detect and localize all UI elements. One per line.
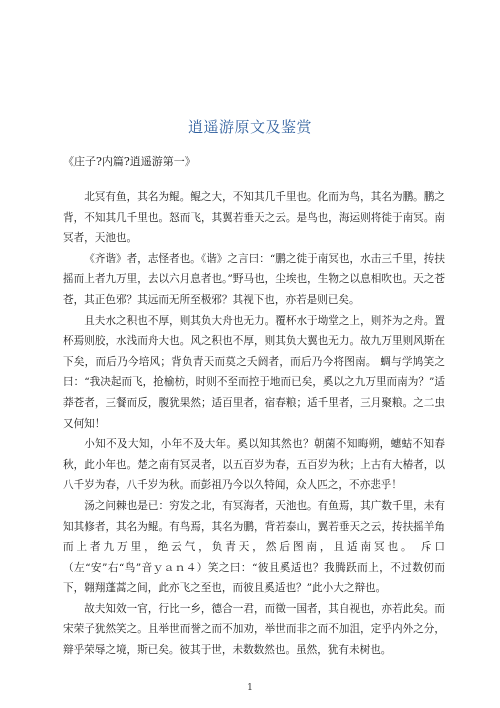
paragraph-6: 故夫知效一官，行比一乡，德合一君，而徵一国者，其自视也，亦若此矣。而宋荣子犹然笑之。且举世而誉之而不加劝，举世而非之而不加沮，定乎内外之分，辩乎荣辱之境，斯已矣。彼其于世，未数数然也。虽然，犹有未树也。 <box>63 602 445 657</box>
paragraph-4: 小知不及大知，小年不及大年。奚以知其然也？朝菌不知晦朔，蟪蛄不知春秋，此小年也。楚之南有冥灵者，以五百岁为春，五百岁为秋；上古有大椿者，以八千岁为春，八千岁为秋。而彭祖乃今以久特闻，众人匹之，不亦悲乎！ <box>63 438 445 492</box>
paragraph-2: 《齐谐》者，志怪者也。《谐》之言曰：“鹏之徙于南冥也，水击三千里，抟扶摇而上者九万里，去以六月息者也。”野马也，尘埃也，生物之以息相吹也。天之苍苍，其正色邪？其远而无所至极邪？其视下也，亦若是则已矣。 <box>63 252 445 306</box>
document-title: 逍遥游原文及鉴赏 <box>187 118 312 136</box>
paragraph-5: 汤之问棘也是已：穷发之北，有冥海者，天池也。有鱼焉，其广数千里，未有知其修者，其名为鲲。有鸟焉，其名为鹏，背若泰山，翼若垂天之云，抟扶摇羊角而上者九万里，绝云气，负青天，然后图南，且适南冥也。 斥口（左“安”右“鸟”音ｙａｎ４）笑之曰：“彼且奚适也？我腾跃而上，不过数仞而下，翱翔蓬蒿之间，此亦飞之至也，而彼且奚适也？”此小大之辩也。 <box>63 499 445 595</box>
paragraph-1: 北冥有鱼，其名为鲲。鲲之大，不知其几千里也。化而为鸟，其名为鹏。鹏之背，不知其几千里也。怒而飞，其翼若垂天之云。是鸟也，海运则将徙于南冥。南冥者，天池也。 <box>63 191 445 245</box>
document-subtitle: 《庄子?内篇?逍遥游第一》 <box>63 155 196 168</box>
paragraph-3: 且夫水之积也不厚，则其负大舟也无力。覆杯水于坳堂之上，则芥为之舟。置杯焉则胶，水浅而舟大也。风之积也不厚，则其负大翼也无力。故九万里则风斯在下矣，而后乃今培风；背负青天而莫之夭阏者，而后乃今将图南。 蜩与学鸠笑之曰：“我决起而飞，抢榆枋，时则不至而控于地而已矣，奚以之九万里而南为？”适莽苍者，三餐而反，腹犹果然；适百里者，宿春粮；适千里者，三月聚粮。之二虫又何知！ <box>63 314 445 430</box>
page-number: 1 <box>247 683 253 693</box>
document-body <box>63 187 445 661</box>
